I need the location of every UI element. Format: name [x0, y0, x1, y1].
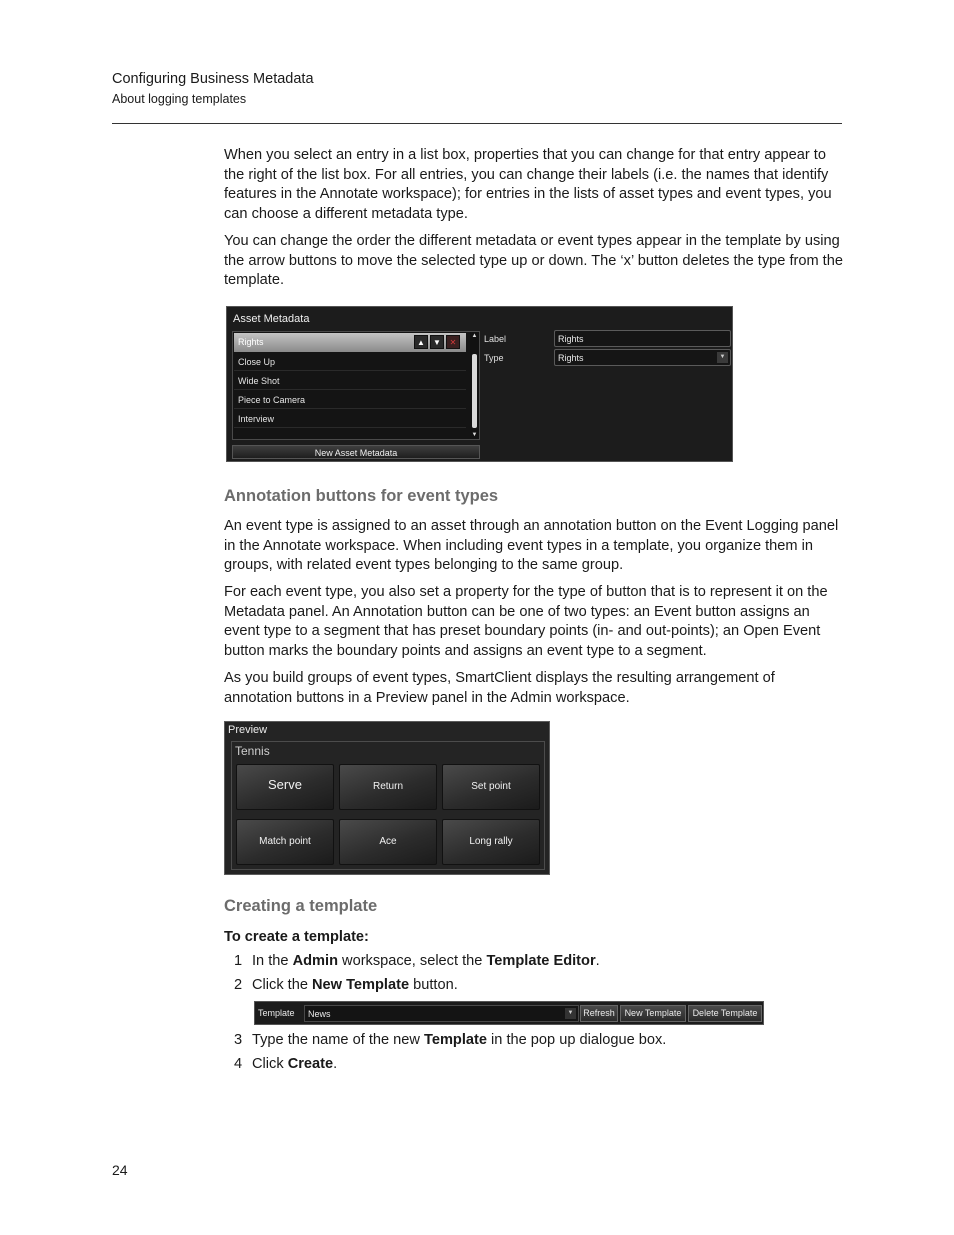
list-item[interactable]: Interview	[234, 410, 466, 428]
step-text: Type the name of the new	[252, 1032, 424, 1048]
paragraph-list-box-properties: When you select an entry in a list box, properties that you can change for that entry appear to the right of the list box. For all entries, you can change their labels (i.e. the names that identify features in the Annotate workspace); for entries in the lists of asset types and event types, you can choose a different metadata type.	[224, 147, 832, 222]
paragraph-event-type: An event type is assigned to an asset through an annotation button on the Event Logging panel in the Annotate workspace. When including event types in a template, you organize them in groups, with related event types belonging to the same group.	[224, 518, 839, 574]
paragraph-order-arrows: You can change the order the different metadata or event types appear in the template by using the arrow buttons to move the selected type up or down. The ‘x’ button deletes the type from the template.	[224, 233, 843, 289]
type-select-value: Rights	[558, 353, 584, 363]
procedure-title: To create a template:	[224, 929, 369, 945]
list-item[interactable]: Close Up	[234, 353, 466, 371]
heading-creating-template: Creating a template	[224, 897, 378, 915]
annotation-button[interactable]: Set point	[442, 764, 540, 810]
step-number: 1	[234, 953, 243, 969]
running-header-section: About logging templates	[112, 92, 247, 106]
step-number: 4	[234, 1056, 243, 1072]
header-rule	[112, 123, 842, 124]
procedure-step-1	[234, 953, 600, 969]
procedure-step-4	[234, 1056, 337, 1072]
step-text: .	[595, 953, 600, 969]
list-item-label: Rights	[238, 337, 264, 347]
step-text: .	[333, 1056, 338, 1072]
delete-icon[interactable]: ✕	[446, 335, 460, 349]
move-up-icon[interactable]: ▲	[414, 335, 428, 349]
delete-template-button[interactable]: Delete Template	[688, 1005, 762, 1022]
step-bold: New Template	[312, 977, 410, 993]
template-label: Template	[258, 1008, 295, 1018]
heading-annotation-buttons: Annotation buttons for event types	[224, 487, 499, 505]
asset-metadata-title: Asset Metadata	[233, 313, 310, 325]
preview-panel	[224, 721, 550, 875]
new-asset-metadata-button[interactable]: New Asset Metadata	[232, 445, 480, 459]
step-text: Click the	[252, 977, 313, 993]
new-template-button[interactable]: New Template	[620, 1005, 686, 1022]
step-text: button.	[409, 977, 458, 993]
step-text: In the	[252, 953, 293, 969]
scroll-thumb[interactable]	[472, 354, 477, 428]
preview-title: Preview	[228, 724, 268, 736]
step-bold: Create	[287, 1056, 334, 1072]
step-bold: Template Editor	[486, 953, 596, 969]
list-item[interactable]: Wide Shot	[234, 372, 466, 390]
chevron-down-icon: ▼	[565, 1008, 576, 1019]
preview-group-name: Tennis	[235, 744, 270, 758]
type-caption: Type	[484, 353, 504, 363]
paragraph-button-types: For each event type, you also set a property for the type of button that is to represent it on the Metadata panel. An Annotation button can be one of two types: an Event button assigns an event type to a segment that has preset boundary points (in- and out-points); an Open Event button marks the boundary points and assigns an event type to a segment.	[224, 584, 828, 659]
asset-metadata-list	[232, 331, 480, 440]
paragraph-preview-panel: As you build groups of event types, SmartClient displays the resulting arrangement of annotation buttons in a Preview panel in the Admin workspace.	[224, 670, 775, 706]
step-text: in the pop up dialogue box.	[487, 1032, 667, 1048]
step-text: Click	[252, 1056, 288, 1072]
procedure-step-3	[234, 1032, 666, 1048]
chevron-down-icon: ▼	[717, 352, 728, 363]
page-number: 24	[112, 1162, 128, 1178]
template-toolbar	[254, 1001, 764, 1025]
step-bold: Admin	[292, 953, 338, 969]
label-caption: Label	[484, 334, 507, 344]
label-input[interactable]: Rights	[554, 330, 731, 347]
running-header-chapter: Configuring Business Metadata	[112, 71, 314, 87]
step-bold: Template	[424, 1032, 487, 1048]
refresh-button[interactable]: Refresh	[580, 1005, 618, 1022]
template-select-value: News	[308, 1009, 331, 1019]
annotation-button[interactable]: Ace	[339, 819, 437, 865]
preview-group	[231, 741, 545, 870]
step-number: 2	[234, 977, 243, 993]
step-text: workspace, select the	[337, 953, 487, 969]
list-scrollbar[interactable]	[470, 332, 479, 439]
list-item[interactable]: Piece to Camera	[234, 391, 466, 409]
scroll-down-icon[interactable]: ▼	[471, 432, 478, 438]
scroll-up-icon[interactable]: ▲	[471, 333, 478, 339]
procedure-step-2	[234, 977, 458, 993]
move-down-icon[interactable]: ▼	[430, 335, 444, 349]
step-number: 3	[234, 1032, 243, 1048]
template-select[interactable]	[304, 1005, 579, 1022]
annotation-button[interactable]: Long rally	[442, 819, 540, 865]
type-select[interactable]	[554, 349, 731, 366]
annotation-button[interactable]: Return	[339, 764, 437, 810]
annotation-button[interactable]: Match point	[236, 819, 334, 865]
asset-metadata-panel	[226, 306, 733, 462]
reorder-buttons	[414, 335, 460, 349]
annotation-button[interactable]: Serve	[236, 764, 334, 810]
